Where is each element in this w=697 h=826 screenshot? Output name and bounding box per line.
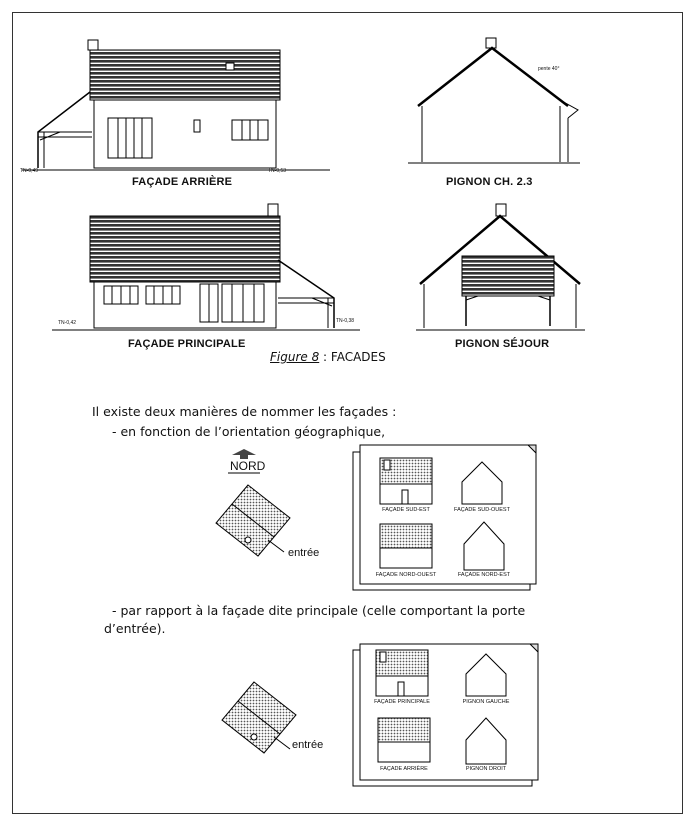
item-geographic: - en fonction de l’orientation géographique, [112,424,386,439]
facade-arriere-caption: FAÇADE ARRIÈRE [132,176,233,188]
label-pignon-gauche: PIGNON GAUCHE [462,699,510,705]
figure-caption [270,350,386,364]
facade-arriere-drawing [22,40,330,170]
item-principal-line2: d’entrée). [104,621,166,636]
label-facade-arriere: FAÇADE ARRIÈRE [380,766,428,772]
tn-left-arriere: TN-0,49 [20,168,39,174]
item-principal-line1: - par rapport à la façade dite principale (celle comportant la porte [112,603,526,618]
label-nord-ouest: FAÇADE NORD-OUEST [375,572,437,578]
intro-text: Il existe deux manières de nommer les façades : [92,404,397,419]
label-nord-est: FAÇADE NORD-EST [457,572,511,578]
label-sud-est: FAÇADE SUD-EST [382,507,430,513]
facade-principale-caption: FAÇADE PRINCIPALE [128,338,246,350]
pignon-sejour-caption: PIGNON SÉJOUR [455,338,550,350]
tn-right-principale: TN-0,38 [336,318,355,324]
figure-label: Figure 8 [270,350,320,364]
entree-label-1: entrée [288,547,320,559]
pignon-sejour-drawing [416,204,585,330]
north-label: NORD [230,459,266,473]
label-facade-principale: FAÇADE PRINCIPALE [374,699,430,705]
label-sud-ouest: FAÇADE SUD-OUEST [454,507,510,513]
figure-title: : FACADES [319,350,386,364]
tn-left-principale: TN-0,42 [58,320,77,326]
entree-label-2: entrée [292,739,324,751]
principal-facade-diagram [222,644,538,786]
pignon-ch-drawing [408,38,580,163]
facade-principale-drawing [52,204,360,330]
label-pignon-droit: PIGNON DROIT [465,766,507,772]
pignon-ch-caption: PIGNON CH. 2.3 [446,176,533,188]
slope-label: pente 40° [538,66,560,72]
tn-right-arriere: TN-0,53 [268,168,287,174]
